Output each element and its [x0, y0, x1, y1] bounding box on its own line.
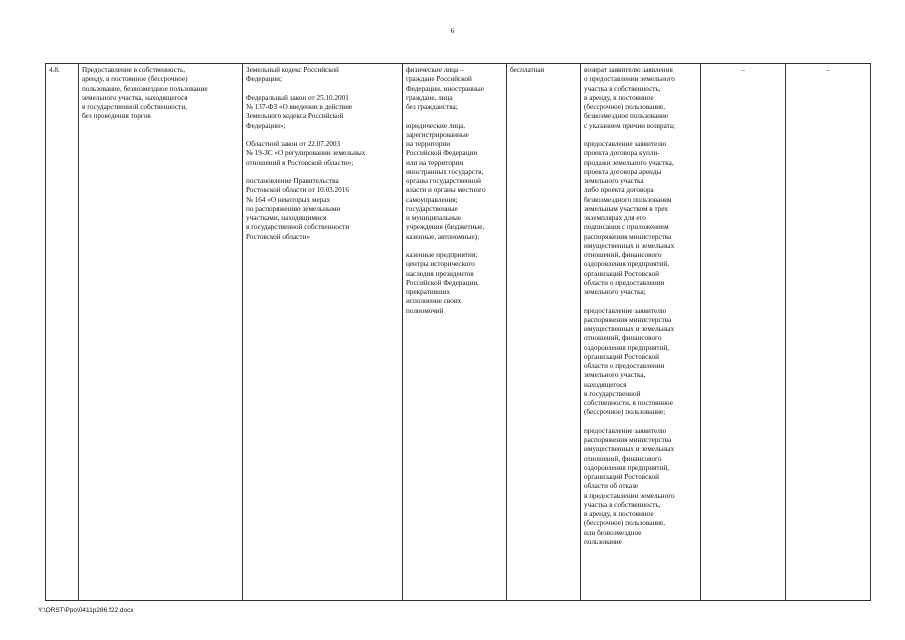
service-name: Предоставление в собственность, аренду, в постоянное (бессрочное) пользование, безвозмездное пользование земельного участка, находящегося в государственной собственности, без проведения торгов: [82, 66, 208, 121]
applicants-cell: [403, 64, 507, 601]
services-table: [45, 63, 871, 601]
legal-basis-cell: [243, 64, 403, 601]
result-item: возврат заявителю заявления о предоставлении земельного участка в собственность, в аренду, в постоянное (бессрочное) пользование, безвозмездное пользование с указанием причин возврата;: [584, 66, 675, 130]
service-name-cell: [79, 64, 243, 601]
result-item: предоставление заявителю проекта договора купли- продажи земельного участка, проекта договора аренды земельного участка либо проекта договора безвозмездного пользования земельным участком в трех экземплярах для его подписания с приложением распоряжения министерства имущественных и земельных отношений, финансового оздоровления предприятий, организаций Ростовской области о предоставлении земельного участка;: [584, 140, 675, 296]
column-8-cell: –: [786, 64, 871, 601]
fee-value: бесплатная: [510, 66, 545, 74]
applicants-item: физические лица – граждане Российской Федерации, иностранные граждане, лица без гражданства;: [406, 66, 484, 111]
table-row: [46, 64, 871, 601]
result-item: предоставление заявителю распоряжения министерства имущественных и земельных отношений, финансового оздоровления предприятий, организаций Ростовской области о предоставлении земельного участка, находящегося в государственной собственности, в постоянное (бессрочное) пользование;: [584, 306, 675, 417]
document-path-footer: Y:\ORST\Ppo\0411p286.f22.docx: [38, 607, 134, 614]
column-7-cell: –: [701, 64, 786, 601]
result-item: предоставление заявителю распоряжения министерства имущественных и земельных отношений, финансового оздоровления предприятий, организаций Ростовской области об отказе в предоставлении земельного участка в собственность, в аренду, в постоянное (бессрочное) пользование, или безвозмездное пользование: [584, 426, 675, 546]
results-cell: [581, 64, 701, 601]
legal-basis-item: Земельный кодекс Российской Федерации;: [246, 66, 339, 84]
legal-basis-item: Федеральный закон от 25.10.2001 № 137-ФЗ «О введении в действие Земельного кодекса Российской Федерации»;: [246, 93, 353, 130]
row-number: 4.8.: [46, 64, 79, 601]
page-number: 6: [450, 27, 455, 35]
applicants-item: юридические лица, зарегистрированные на территории Российской Федерации или на территории иностранных государств, органы государственной власти и органы местного самоуправления; государственные и муниципальные учреждения (бюджетные, казенные, автономные);: [406, 121, 486, 241]
fee-cell: [507, 64, 581, 601]
applicants-item: казенные предприятия; центры исторического наследия президентов Российской Федерации, прекративших исполнение своих полномочий: [406, 251, 479, 315]
legal-basis-item: постановление Правительства Ростовской области от 10.03.2016 № 164 «О некоторых мерах по распоряжению земельными участками, находящимися в государственной собственности Ростовской области»: [246, 177, 350, 241]
legal-basis-item: Областной закон от 22.07.2003 № 19-ЗС «О регулировании земельных отношений в Ростовской области»;: [246, 140, 366, 167]
